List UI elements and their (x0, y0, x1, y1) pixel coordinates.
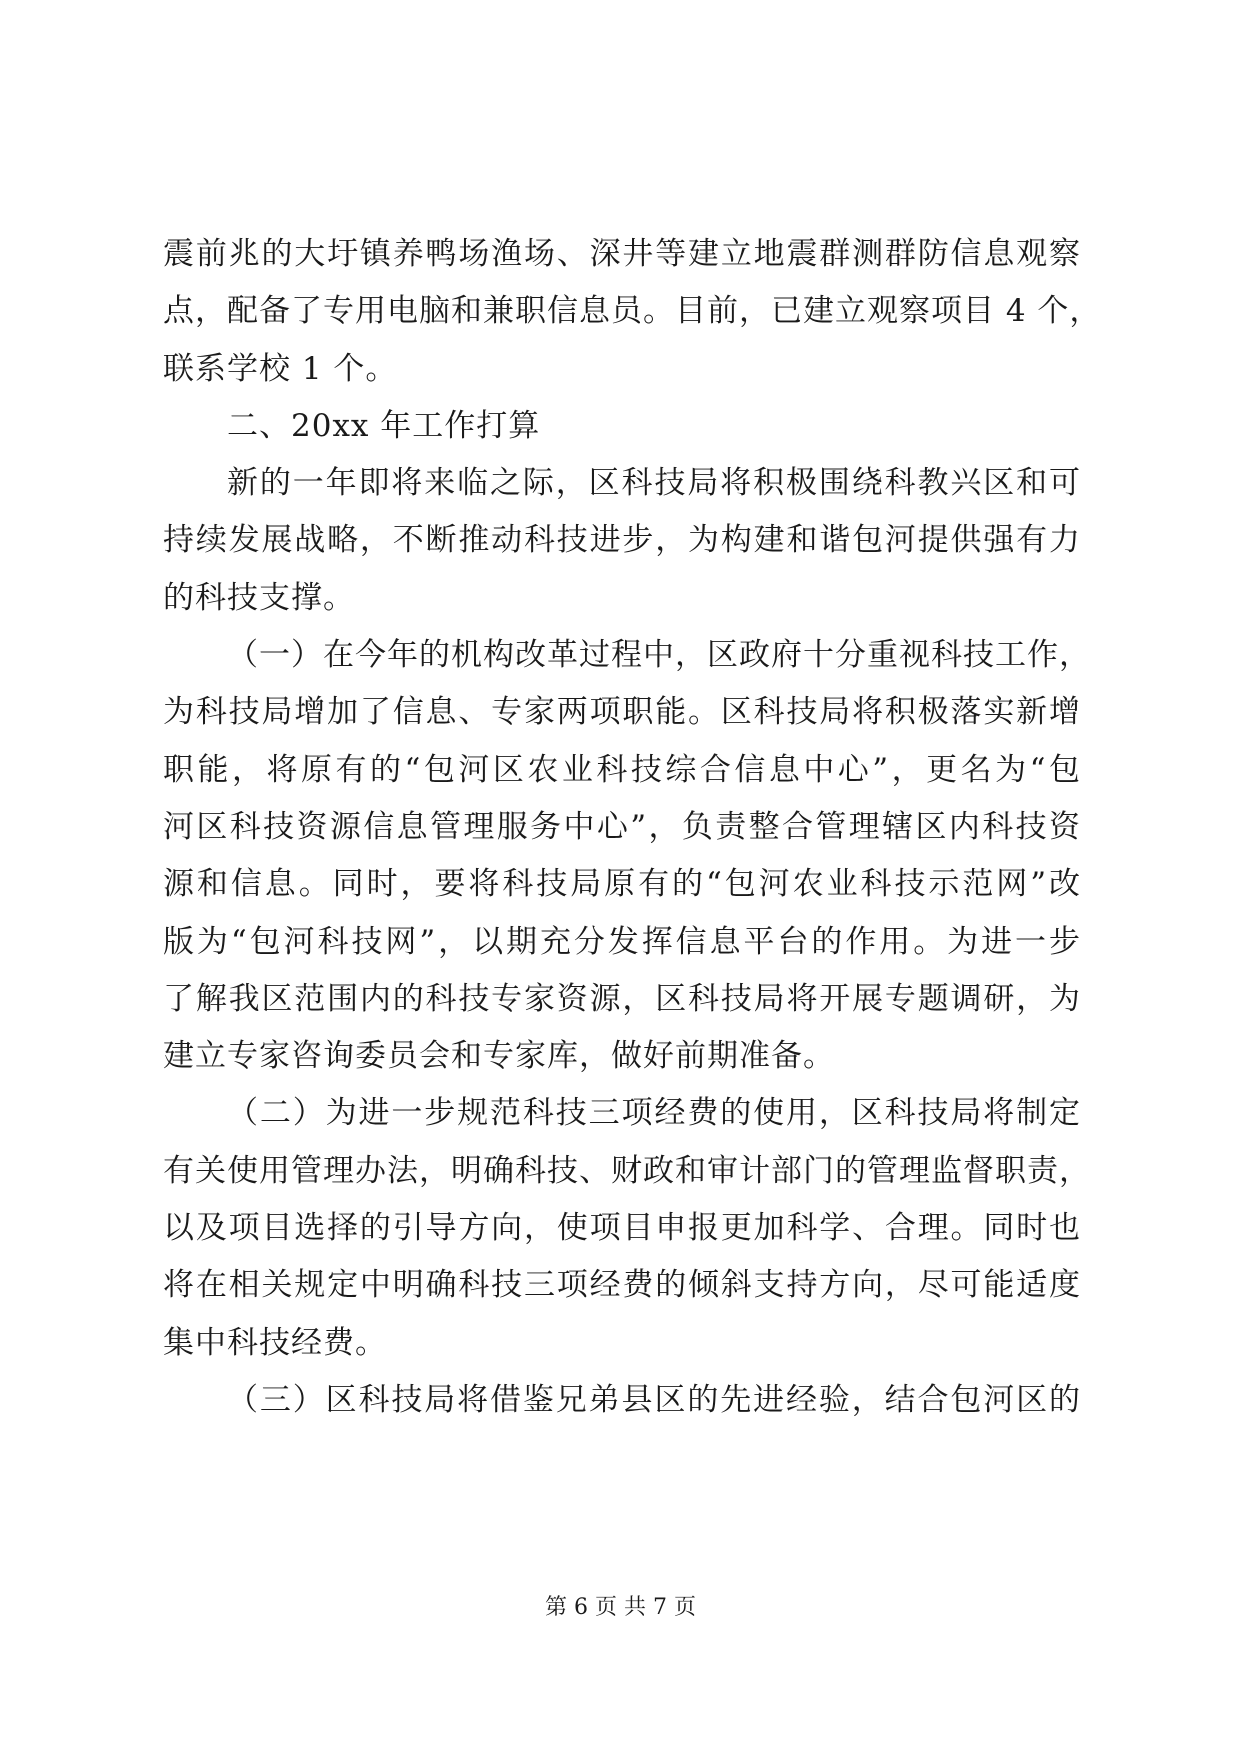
document-body (163, 226, 1102, 1429)
text-line: 了解我区范围内的科技专家资源，区科技局将开展专题调研，为 (163, 980, 1081, 1017)
text-line: 源和信息。同时，要将科技局原有的“包河农业科技示范网”改 (163, 866, 1081, 903)
text-line: 建立专家咨询委员会和专家库，做好前期准备。 (163, 1038, 835, 1075)
text-line: 集中科技经费。 (163, 1324, 387, 1361)
text-line: （三）区科技局将借鉴兄弟县区的先进经验，结合包河区的 (227, 1381, 1081, 1418)
text-line: 的科技支撑。 (163, 579, 355, 616)
text-line: 版为“包河科技网”，以期充分发挥信息平台的作用。为进一步 (163, 923, 1081, 960)
text-line: 将在相关规定中明确科技三项经费的倾斜支持方向，尽可能适度 (163, 1267, 1081, 1304)
section-heading: 二、20xx 年工作打算 (227, 407, 541, 444)
text-line: 以及项目选择的引导方向，使项目申报更加科学、合理。同时也 (163, 1210, 1081, 1247)
text-line: 职能，将原有的“包河区农业科技综合信息中心”，更名为“包 (163, 751, 1081, 788)
text-line: 联系学校 1 个。 (163, 350, 398, 387)
text-line: 持续发展战略，不断推动科技进步，为构建和谐包河提供强有力 (163, 522, 1081, 559)
text-line: （二）为进一步规范科技三项经费的使用，区科技局将制定 (227, 1095, 1081, 1132)
text-line: 有关使用管理办法，明确科技、财政和审计部门的管理监督职责， (163, 1152, 1091, 1189)
text-line: 震前兆的大圩镇养鸭场渔场、深井等建立地震群测群防信息观察 (163, 236, 1081, 272)
text-line: 点，配备了专用电脑和兼职信息员。目前，已建立观察项目 4 个， (163, 293, 1102, 330)
text-line: 为科技局增加了信息、专家两项职能。区科技局将积极落实新增 (163, 694, 1081, 731)
text-line: （一）在今年的机构改革过程中，区政府十分重视科技工作， (227, 637, 1091, 674)
page-number-footer: 第 6 页 共 7 页 (545, 1595, 696, 1620)
text-line: 新的一年即将来临之际，区科技局将积极围绕科教兴区和可 (227, 465, 1081, 502)
text-line: 河区科技资源信息管理服务中心”，负责整合管理辖区内科技资 (163, 808, 1081, 845)
